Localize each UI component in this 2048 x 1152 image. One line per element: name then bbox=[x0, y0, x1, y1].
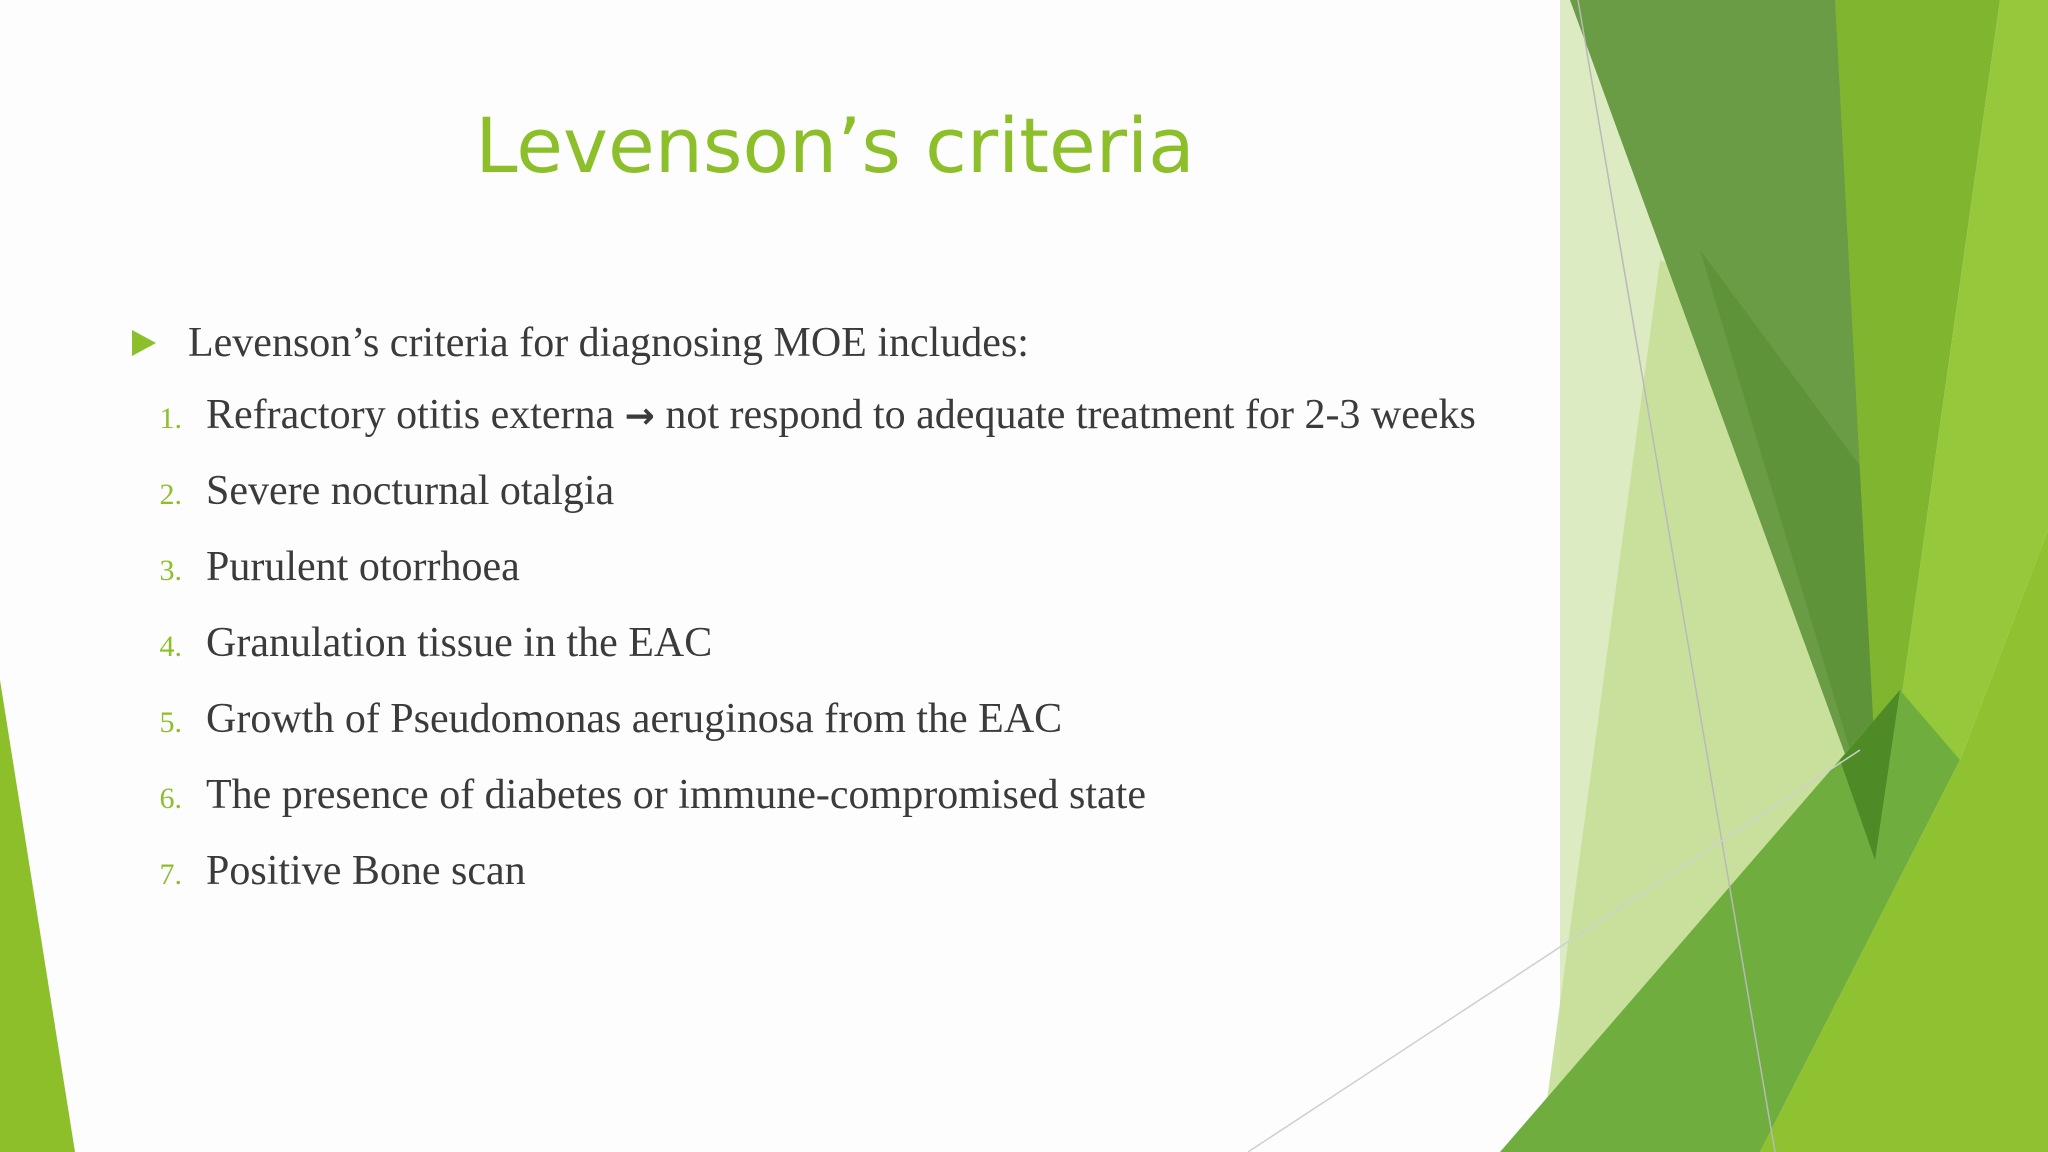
list-item-number: 7. bbox=[159, 858, 182, 891]
list-item-text: The presence of diabetes or immune-compromised state bbox=[206, 772, 1146, 818]
list-item-text: Severe nocturnal otalgia bbox=[206, 468, 615, 514]
list-item-text bbox=[206, 390, 1540, 442]
list-item-number: 3. bbox=[159, 554, 182, 587]
main-bullet-text: Levenson’s criteria for diagnosing MOE includes: bbox=[188, 320, 1029, 366]
criteria-list bbox=[130, 390, 1540, 900]
list-item bbox=[130, 694, 1540, 748]
triangle-bullet-icon bbox=[130, 318, 188, 356]
left-green-facet bbox=[0, 680, 75, 1152]
list-item-number: 5. bbox=[159, 706, 182, 739]
main-bullet bbox=[130, 318, 1540, 368]
slide-body bbox=[130, 318, 1540, 922]
list-item-text: Purulent otorrhoea bbox=[206, 544, 520, 590]
list-item bbox=[130, 390, 1540, 444]
list-item bbox=[130, 466, 1540, 520]
list-item-text: Growth of Pseudomonas aeruginosa from the EAC bbox=[206, 696, 1063, 742]
list-item-number: 4. bbox=[159, 630, 182, 663]
list-item-text: Positive Bone scan bbox=[206, 848, 526, 894]
list-item-text-part: not respond to adequate treatment for 2-3 weeks bbox=[665, 392, 1476, 438]
list-item-number: 6. bbox=[159, 782, 182, 815]
list-item-text-part: Refractory otitis externa bbox=[206, 392, 615, 438]
list-item-text: Granulation tissue in the EAC bbox=[206, 620, 713, 666]
list-item-number: 2. bbox=[159, 478, 182, 511]
slide-title: Levenson’s criteria bbox=[475, 101, 1195, 190]
list-item bbox=[130, 846, 1540, 900]
right-arrow-icon: → bbox=[624, 396, 655, 437]
list-item bbox=[130, 618, 1540, 672]
list-item bbox=[130, 770, 1540, 824]
list-item bbox=[130, 542, 1540, 596]
list-item-number: 1. bbox=[159, 402, 182, 435]
